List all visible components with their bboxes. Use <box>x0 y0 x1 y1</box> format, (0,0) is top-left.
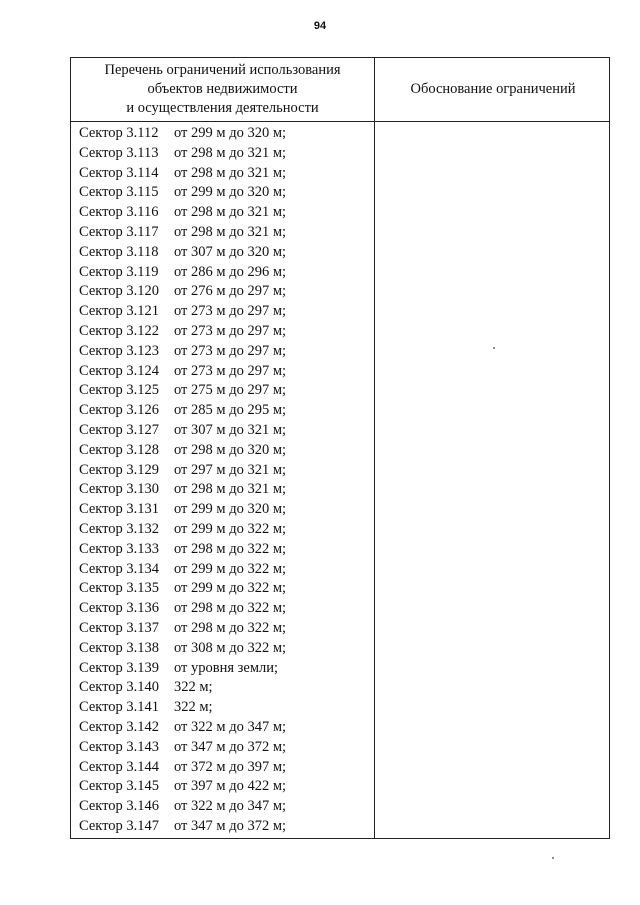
height-range: от 299 м до 320 м; <box>174 184 287 201</box>
height-range: от 286 м до 296 м; <box>174 263 287 280</box>
table-row <box>79 243 374 263</box>
sector-label: Сектор 3.119 <box>79 263 159 280</box>
table-row <box>79 124 374 144</box>
sector-label: Сектор 3.140 <box>79 679 160 696</box>
header-line: и осуществления деятельности <box>126 100 319 116</box>
table-row <box>79 263 374 283</box>
table-row <box>79 144 374 164</box>
sector-label: Сектор 3.141 <box>79 699 160 716</box>
table-row <box>79 540 374 560</box>
sector-label: Сектор 3.124 <box>79 362 160 379</box>
table-row <box>79 758 374 778</box>
table-row <box>79 738 374 758</box>
height-range: от 298 м до 321 м; <box>174 481 287 498</box>
height-range: от 308 м до 322 м; <box>174 639 287 656</box>
restrictions-table <box>70 57 610 839</box>
table-row <box>79 362 374 382</box>
table-row <box>79 560 374 580</box>
sector-label: Сектор 3.143 <box>79 738 160 755</box>
sector-label: Сектор 3.127 <box>79 421 160 438</box>
table-row <box>79 480 374 500</box>
height-range: от 322 м до 347 м; <box>174 718 287 735</box>
sector-label: Сектор 3.125 <box>79 382 160 399</box>
sector-label: Сектор 3.145 <box>79 778 160 795</box>
height-range: от 273 м до 297 м; <box>174 362 287 379</box>
header-line: Перечень ограничений использования <box>104 62 341 78</box>
height-range: от 299 м до 322 м; <box>174 520 287 537</box>
height-range: от 298 м до 320 м; <box>174 441 287 458</box>
height-range: от 307 м до 321 м; <box>174 421 287 438</box>
table-row <box>79 282 374 302</box>
sector-label: Сектор 3.120 <box>79 283 160 300</box>
sector-label: Сектор 3.128 <box>79 441 160 458</box>
height-range: от 299 м до 322 м; <box>174 560 287 577</box>
header-justification: Обоснование ограничений <box>410 81 576 97</box>
height-range: от 273 м до 297 м; <box>174 342 287 359</box>
height-range: от 273 м до 297 м; <box>174 322 287 339</box>
sector-label: Сектор 3.114 <box>79 164 159 181</box>
sector-label: Сектор 3.121 <box>79 303 160 320</box>
sector-label: Сектор 3.147 <box>79 817 160 834</box>
sector-label: Сектор 3.131 <box>79 501 160 518</box>
table-row <box>79 461 374 481</box>
sector-label: Сектор 3.136 <box>79 600 160 617</box>
height-range: от 347 м до 372 м; <box>174 738 287 755</box>
table-row <box>79 817 374 837</box>
table-row <box>79 520 374 540</box>
table-row <box>79 777 374 797</box>
table-row <box>79 639 374 659</box>
sector-list <box>79 124 374 837</box>
table-row <box>79 401 374 421</box>
sector-label: Сектор 3.130 <box>79 481 160 498</box>
sector-label: Сектор 3.144 <box>79 758 160 775</box>
scan-speck <box>552 857 554 859</box>
sector-label: Сектор 3.126 <box>79 402 160 419</box>
table-row <box>79 441 374 461</box>
header-line: объектов недвижимости <box>147 81 298 97</box>
height-range: от 372 м до 397 м; <box>174 758 287 775</box>
table-row <box>79 223 374 243</box>
height-range: 322 м; <box>174 679 213 696</box>
table-row <box>79 203 374 223</box>
header-restrictions-list <box>71 58 374 121</box>
sector-label: Сектор 3.132 <box>79 520 160 537</box>
table-row <box>79 421 374 441</box>
height-range: от 298 м до 321 м; <box>174 144 287 161</box>
scan-speck <box>493 347 495 349</box>
sector-label: Сектор 3.116 <box>79 204 159 221</box>
table-row <box>79 164 374 184</box>
height-range: от уровня земли; <box>174 659 279 676</box>
table-row <box>79 678 374 698</box>
table-row <box>79 500 374 520</box>
sector-label: Сектор 3.135 <box>79 580 160 597</box>
height-range: от 276 м до 297 м; <box>174 283 287 300</box>
height-range: от 273 м до 297 м; <box>174 303 287 320</box>
height-range: от 298 м до 322 м; <box>174 540 287 557</box>
sector-label: Сектор 3.122 <box>79 322 160 339</box>
sector-label: Сектор 3.146 <box>79 798 160 815</box>
sector-label: Сектор 3.117 <box>79 223 159 240</box>
table-row <box>79 599 374 619</box>
sector-label: Сектор 3.142 <box>79 718 160 735</box>
table-row <box>79 381 374 401</box>
table-row <box>79 322 374 342</box>
table-row <box>79 342 374 362</box>
sector-label: Сектор 3.134 <box>79 560 160 577</box>
height-range: от 298 м до 321 м; <box>174 223 287 240</box>
height-range: от 299 м до 322 м; <box>174 580 287 597</box>
height-range: от 299 м до 320 м; <box>174 125 287 141</box>
sector-label: Сектор 3.138 <box>79 639 160 656</box>
sector-label: Сектор 3.118 <box>79 243 159 260</box>
sector-label: Сектор 3.115 <box>79 184 159 201</box>
page-number: 94 <box>313 20 327 32</box>
height-range: 322 м; <box>174 699 213 716</box>
sector-label: Сектор 3.129 <box>79 461 160 478</box>
height-range: от 297 м до 321 м; <box>174 461 287 478</box>
table-row <box>79 797 374 817</box>
height-range: от 298 м до 322 м; <box>174 619 287 636</box>
sector-label: Сектор 3.113 <box>79 144 159 161</box>
height-range: от 298 м до 322 м; <box>174 600 287 617</box>
table-row <box>79 619 374 639</box>
height-range: от 307 м до 320 м; <box>174 243 287 260</box>
table-row <box>79 302 374 322</box>
column-divider <box>374 58 375 838</box>
table-row <box>79 698 374 718</box>
height-range: от 298 м до 321 м; <box>174 164 287 181</box>
sector-label: Сектор 3.133 <box>79 540 160 557</box>
sector-label: Сектор 3.139 <box>79 659 160 676</box>
height-range: от 298 м до 321 м; <box>174 204 287 221</box>
sector-label: Сектор 3.112 <box>79 125 159 141</box>
table-row <box>79 579 374 599</box>
height-range: от 322 м до 347 м; <box>174 798 287 815</box>
height-range: от 285 м до 295 м; <box>174 402 287 419</box>
table-row <box>79 718 374 738</box>
header-divider <box>71 121 609 122</box>
table-row <box>79 659 374 679</box>
height-range: от 397 м до 422 м; <box>174 778 287 795</box>
sector-label: Сектор 3.123 <box>79 342 160 359</box>
sector-label: Сектор 3.137 <box>79 619 160 636</box>
height-range: от 275 м до 297 м; <box>174 382 287 399</box>
height-range: от 299 м до 320 м; <box>174 501 287 518</box>
height-range: от 347 м до 372 м; <box>174 817 287 834</box>
table-row <box>79 183 374 203</box>
